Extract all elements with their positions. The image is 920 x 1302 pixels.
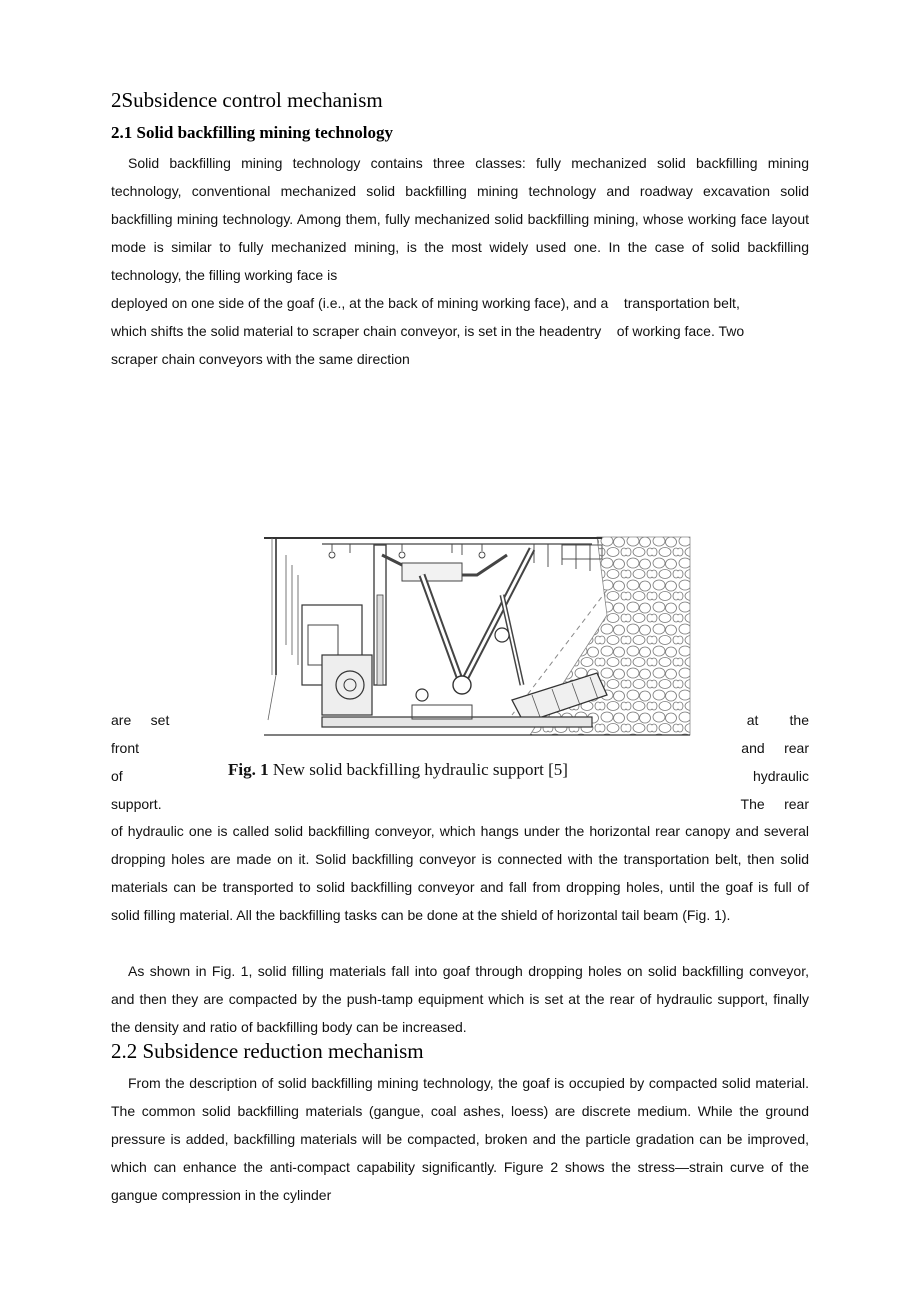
- wrap-text-left: support.: [111, 796, 162, 812]
- wrap-text-right: The rear: [740, 796, 809, 812]
- paragraph-4: From the description of solid backfilling mining technology, the goaf is occupied by compacted solid material. The common solid backfilling materials (gangue, coal ashes, loess) are discrete medium. While the ground pressure is added, backfilling materials will be compacted, broken and the particle gradation can be improved, which can enhance the anti-compact capability significantly. Figure 2 shows the stress—strain curve of the gangue compression in the cylinder: [111, 1075, 809, 1203]
- paragraph-line: which shifts the solid material to scraper chain conveyor, is set in the headentry of working face. Two: [111, 323, 745, 339]
- paragraph-line: scraper chain conveyors with the same direction: [111, 351, 410, 367]
- paragraph-line: deployed on one side of the goaf (i.e., at the back of mining working face), and a transportation belt,: [111, 295, 740, 311]
- subsection-heading-1: 2.1 Solid backfilling mining technology: [111, 123, 393, 142]
- figure-caption: [228, 760, 568, 780]
- figure-caption-text: New solid backfilling hydraulic support [5]: [272, 760, 568, 779]
- hydraulic-support-figure: [262, 535, 692, 743]
- wrap-text-left: front: [111, 740, 140, 756]
- wrap-text-right: and rear: [741, 740, 809, 756]
- paragraph-1: Solid backfilling mining technology contains three classes: fully mechanized solid backfilling mining technology, conventional mechanized solid backfilling mining technology and roadway excavation solid backfilling mining technology. Among them, fully mechanized solid backfilling mining, whose working face layout mode is similar to fully mechanized mining, is the most widely used one. In the case of solid backfilling technology, the filling working face is: [111, 155, 809, 283]
- wrap-text-left: are set: [111, 712, 170, 728]
- wrap-text-right: at the: [746, 712, 809, 728]
- section-heading: 2Subsidence control mechanism: [111, 88, 383, 112]
- paragraph-2: of hydraulic one is called solid backfilling conveyor, which hangs under the horizontal rear canopy and several dropping holes are made on it. Solid backfilling conveyor is connected with the transportation belt, then solid materials can be transported to solid backfilling conveyor and fall from dropping holes, until the goaf is full of solid filling material. All the backfilling tasks can be done at the shield of horizontal tail beam (Fig. 1).: [111, 823, 809, 923]
- wrap-text-right: hydraulic: [752, 768, 809, 784]
- figure-label: Fig. 1: [228, 760, 269, 779]
- subsection-heading-2: 2.2 Subsidence reduction mechanism: [111, 1039, 424, 1063]
- wrap-text-left: of: [111, 768, 123, 784]
- paragraph-3: As shown in Fig. 1, solid filling materials fall into goaf through dropping holes on solid backfilling conveyor, and then they are compacted by the push-tamp equipment which is set at the rear of hydraulic support, finally the density and ratio of backfilling body can be increased.: [111, 963, 809, 1035]
